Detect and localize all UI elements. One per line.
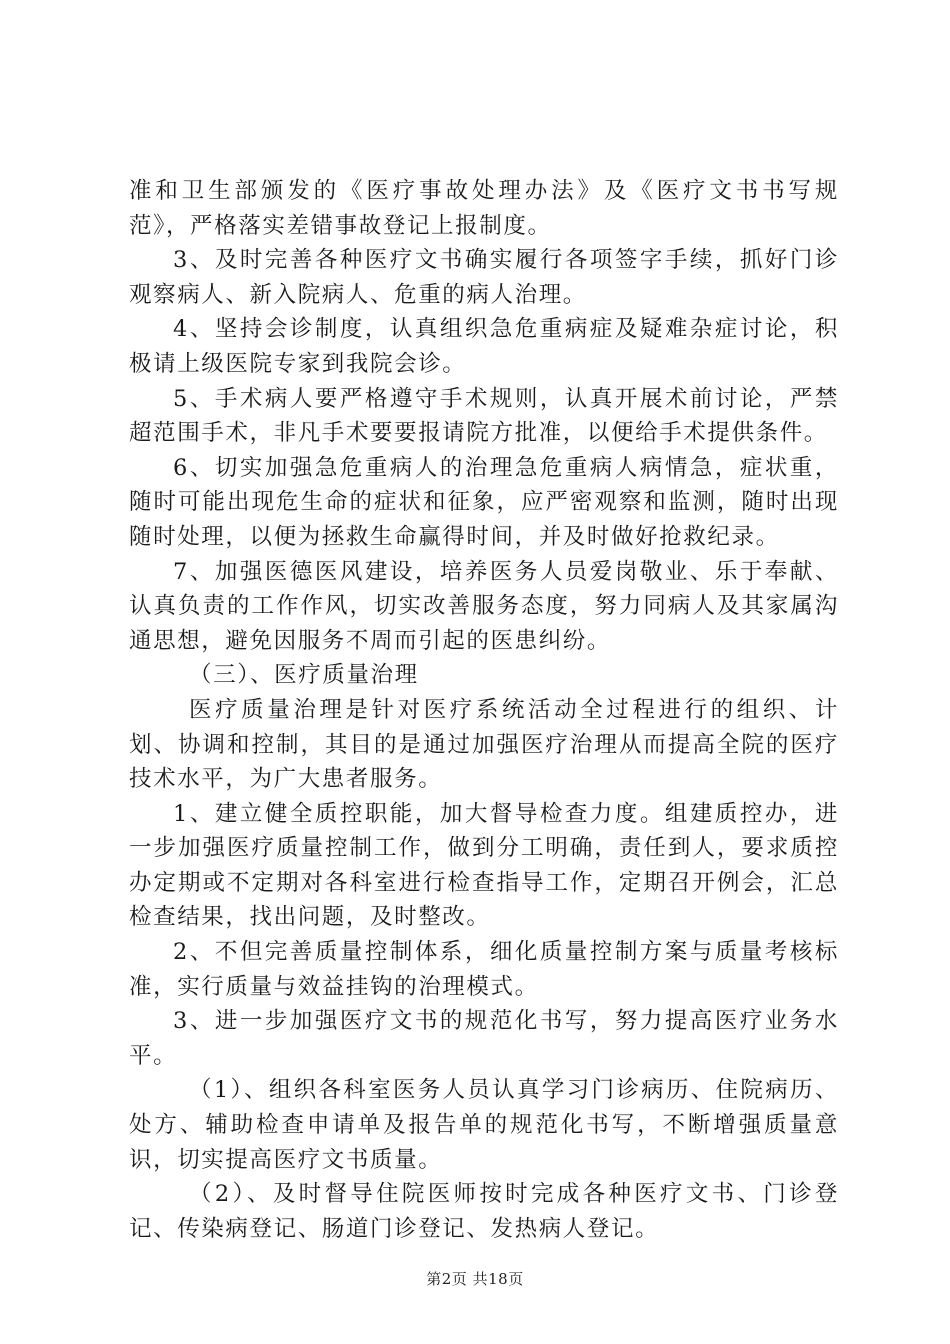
paragraph-item-3: 3、及时完善各种医疗文书确实履行各项签字手续，抓好门诊观察病人、新入院病人、危重的病人治理。 — [129, 247, 839, 308]
paragraph-item-3b: 3、进一步加强医疗文书的规范化书写，努力提高医疗业务水平。 — [129, 1008, 839, 1069]
paragraph-continuation: 准和卫生部颁发的《医疗事故处理办法》及《医疗文书书写规范》，严格落实差错事故登记上报制度。 — [129, 178, 839, 239]
paragraph-item-5: 5、手术病人要严格遵守手术规则，认真开展术前讨论，严禁超范围手术，非凡手术要要报请院方批准，以便给手术提供条件。 — [129, 385, 839, 447]
section-heading: （三）、医疗质量治理 — [189, 662, 419, 689]
paragraph-item-7: 7、加强医德医风建设，培养医务人员爱岗敬业、乐于奉献、认真负责的工作作风，切实改善服务态度，努力同病人及其家属沟通思想，避免因服务不周而引起的医患纠纷。 — [129, 558, 839, 654]
paragraph-subitem-1: （1）、组织各科室医务人员认真学习门诊病历、住院病历、处方、辅助检查申请单及报告单的规范化书写，不断增强质量意识，切实提高医疗文书质量。 — [129, 1077, 839, 1173]
paragraph-item-1: 1、建立健全质控职能，加大督导检查力度。组建质控办，进一步加强医疗质量控制工作，做到分工明确，责任到人，要求质控办定期或不定期对各科室进行检查指导工作，定期召开例会，汇总检查结果，找出问题，及时整改。 — [129, 800, 839, 931]
paragraph-subitem-2: （2）、及时督导住院医师按时完成各种医疗文书、门诊登记、传染病登记、肠道门诊登记、发热病人登记。 — [129, 1181, 839, 1242]
paragraph-item-6: 6、切实加强急危重病人的治理急危重病人病情急，症状重，随时可能出现危生命的症状和征象，应严密观察和监测，随时出现随时处理，以便为拯救生命赢得时间，并及时做好抢救纪录。 — [129, 454, 839, 550]
document-body — [129, 174, 839, 1246]
paragraph-item-4: 4、坚持会诊制度，认真组织急危重病症及疑难杂症讨论，积极请上级医院专家到我院会诊。 — [129, 316, 839, 377]
page-footer: 第2页 共18页 — [426, 1270, 524, 1288]
paragraph-item-2: 2、不但完善质量控制体系，细化质量控制方案与质量考核标准，实行质量与效益挂钩的治理模式。 — [129, 939, 839, 1000]
paragraph-section-intro: 医疗质量治理是针对医疗系统活动全过程进行的组织、计划、协调和控制，其目的是通过加强医疗治理从而提高全院的医疗技术水平，为广大患者服务。 — [129, 696, 839, 793]
